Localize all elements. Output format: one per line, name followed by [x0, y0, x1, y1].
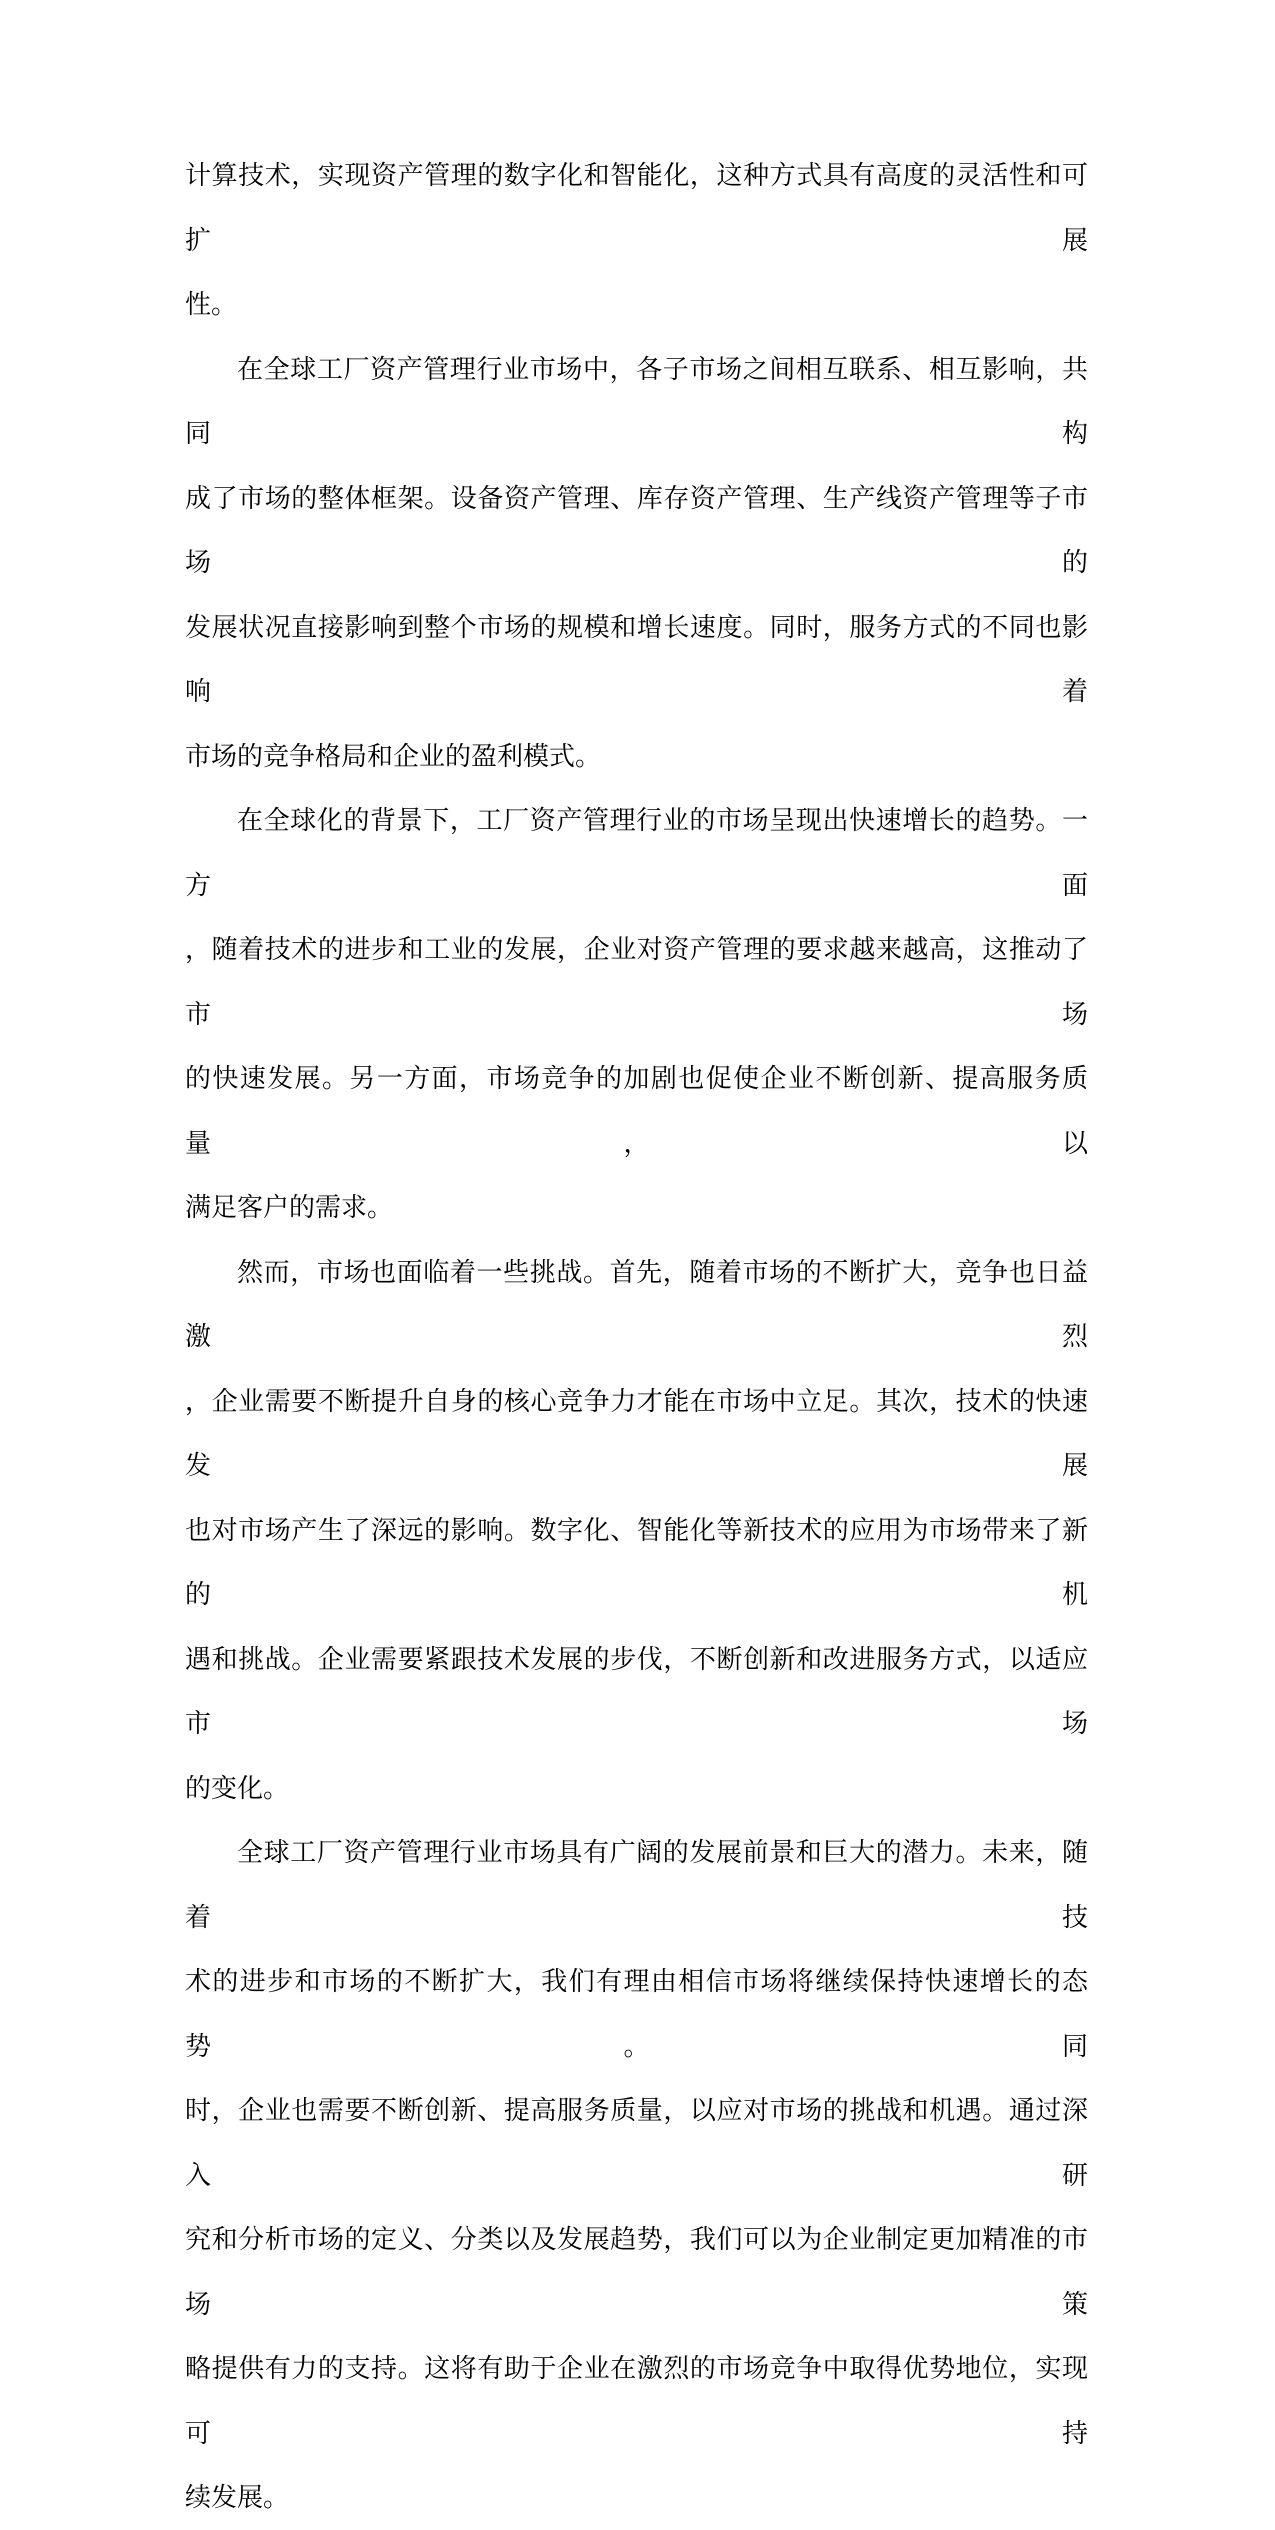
text-line: 全球工厂资产管理行业市场具有广阔的发展前景和巨大的潜力。未来，随着技: [185, 1837, 1088, 1932]
text-line: 市场的竞争格局和企业的盈利模式。: [185, 740, 602, 771]
text-line: 也对市场产生了深远的影响。数字化、智能化等新技术的应用为市场带来了新的机: [185, 1514, 1088, 1609]
text-line: 续发展。: [185, 2482, 290, 2512]
text-line: 成了市场的整体框架。设备资产管理、库存资产管理、生产线资产管理等子市场的: [185, 482, 1088, 577]
text-line: 的快速发展。另一方面，市场竞争的加剧也促使企业不断创新、提高服务质量，以: [185, 1063, 1088, 1158]
text-line: 计算技术，实现资产管理的数字化和智能化，这种方式具有高度的灵活性和可扩展: [185, 160, 1088, 255]
document-body-text: [185, 143, 1088, 2530]
text-line: 性。: [185, 289, 238, 319]
text-line: 术的进步和市场的不断扩大，我们有理由相信市场将继续保持快速增长的态势。同: [185, 1966, 1088, 2061]
text-line: 然而，市场也面临着一些挑战。首先，随着市场的不断扩大，竞争也日益激烈: [185, 1256, 1088, 1351]
text-line: 究和分析市场的定义、分类以及发展趋势，我们可以为企业制定更加精准的市场策: [185, 2224, 1088, 2319]
text-line: 在全球化的背景下，工厂资产管理行业的市场呈现出快速增长的趋势。一方面: [185, 805, 1088, 900]
text-line: 时，企业也需要不断创新、提高服务质量，以应对市场的挑战和机遇。通过深入研: [185, 2095, 1088, 2190]
paragraph: [185, 1820, 1088, 2530]
paragraph: [185, 143, 1088, 337]
text-line: 发展状况直接影响到整个市场的规模和增长速度。同时，服务方式的不同也影响着: [185, 611, 1088, 706]
paragraph: [185, 337, 1088, 789]
text-line: ，企业需要不断提升自身的核心竞争力才能在市场中立足。其次，技术的快速发展: [185, 1385, 1088, 1480]
text-line: 在全球工厂资产管理行业市场中，各子市场之间相互联系、相互影响，共同构: [185, 353, 1088, 448]
paragraph: [185, 788, 1088, 1240]
text-line: 满足客户的需求。: [185, 1192, 394, 1222]
text-line: 略提供有力的支持。这将有助于企业在激烈的市场竞争中取得优势地位，实现可持: [185, 2353, 1088, 2448]
text-line: 遇和挑战。企业需要紧跟技术发展的步伐，不断创新和改进服务方式，以适应市场: [185, 1643, 1088, 1738]
text-line: 的变化。: [185, 1772, 290, 1803]
text-line: ，随着技术的进步和工业的发展，企业对资产管理的要求越来越高，这推动了市场: [185, 934, 1088, 1029]
paragraph: [185, 1240, 1088, 1821]
